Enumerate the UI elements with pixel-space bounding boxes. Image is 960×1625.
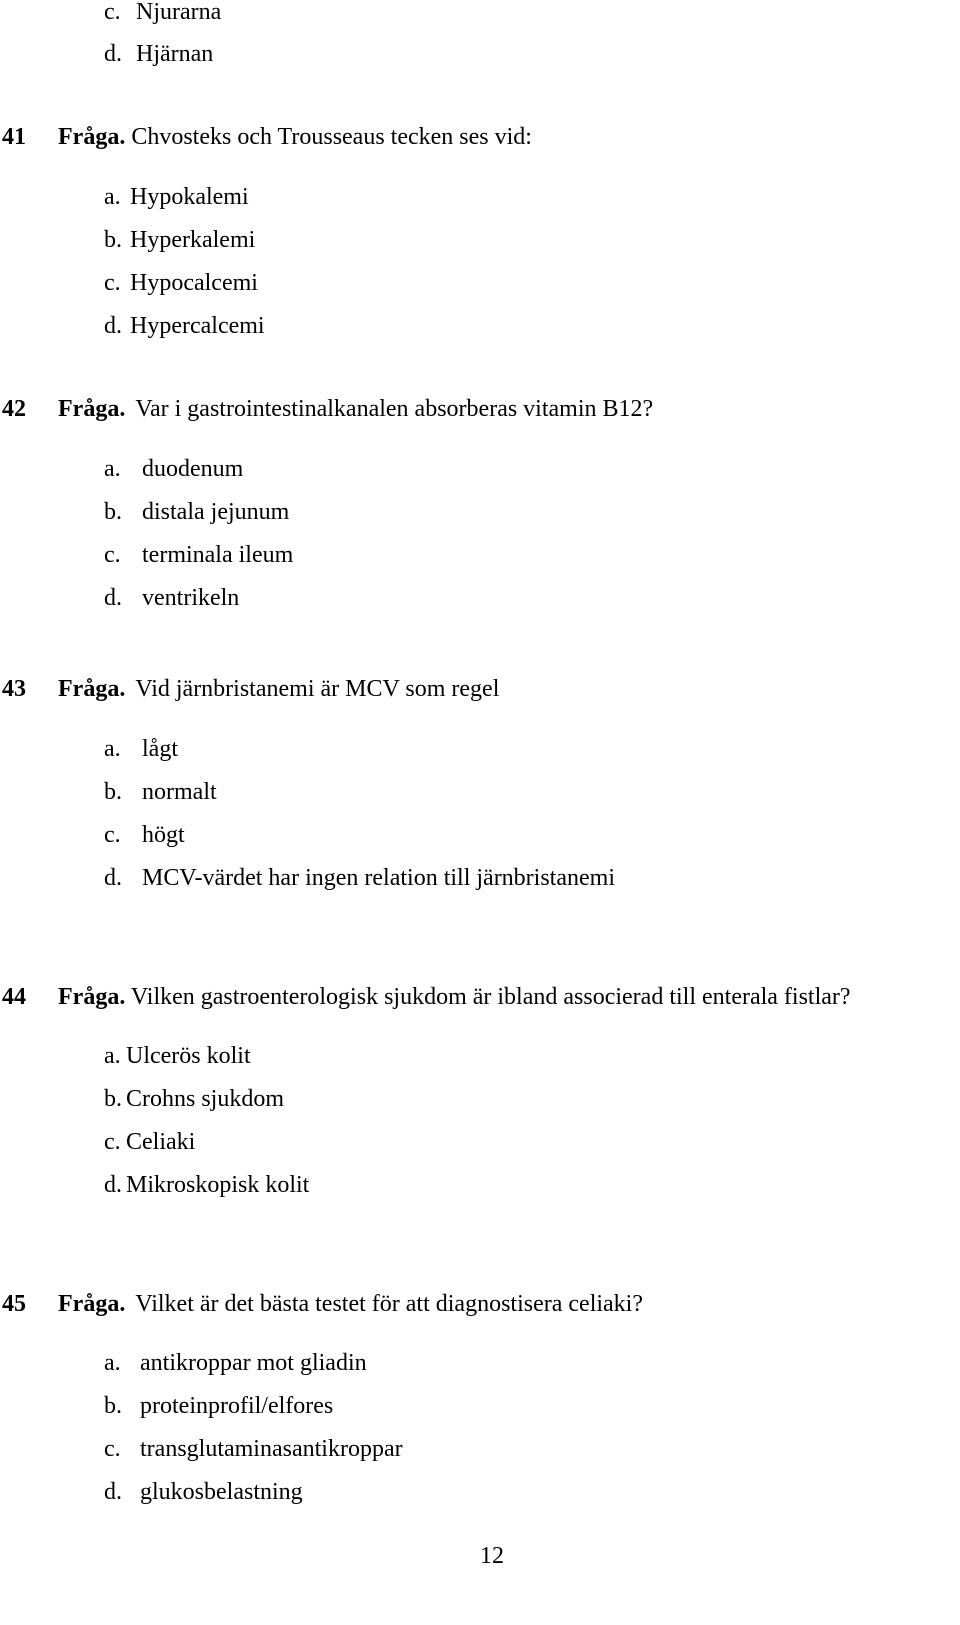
- page-number: 12: [480, 1543, 504, 1569]
- question-body: Vid järnbristanemi är MCV som regel: [135, 676, 500, 702]
- list-item: [104, 1171, 309, 1199]
- list-item: [104, 455, 243, 483]
- question-text: [58, 123, 532, 151]
- list-item: [104, 1392, 333, 1420]
- list-item: [104, 498, 289, 526]
- option-letter: b.: [104, 1393, 122, 1419]
- option-letter: c.: [104, 1436, 121, 1462]
- option-letter: b.: [104, 779, 122, 805]
- list-item: [104, 1128, 195, 1156]
- option-text: terminala ileum: [142, 542, 294, 568]
- list-item: [104, 0, 221, 26]
- question-number: 42: [2, 396, 26, 422]
- question-text: [58, 1290, 643, 1318]
- option-letter: b.: [104, 499, 122, 525]
- question-label: Fråga.: [58, 676, 126, 702]
- question-text: [58, 395, 653, 423]
- question-label: Fråga.: [58, 396, 126, 422]
- option-text: Crohns sjukdom: [126, 1086, 285, 1112]
- option-text: glukosbelastning: [140, 1479, 303, 1505]
- list-item: [104, 1349, 367, 1377]
- option-text: distala jejunum: [142, 499, 290, 525]
- question-body: Chvosteks och Trousseaus tecken ses vid:: [131, 124, 532, 150]
- option-letter: d.: [104, 1479, 122, 1505]
- list-item: [104, 541, 293, 569]
- option-text: Celiaki: [126, 1129, 196, 1155]
- question-body: Var i gastrointestinalkanalen absorberas vitamin B12?: [135, 396, 654, 422]
- option-letter: c.: [104, 270, 121, 296]
- option-letter: d.: [104, 313, 122, 339]
- list-item: [104, 269, 258, 297]
- option-letter: d.: [104, 865, 122, 891]
- list-item: [104, 778, 217, 806]
- question-label: Fråga.: [58, 984, 126, 1010]
- question-number: 44: [2, 984, 26, 1010]
- question-number: 45: [2, 1291, 26, 1317]
- option-letter: c.: [104, 1129, 121, 1155]
- option-text: Ulcerös kolit: [126, 1043, 251, 1069]
- question-number: 41: [2, 124, 26, 150]
- option-letter: d.: [104, 41, 122, 67]
- option-letter: c.: [104, 542, 121, 568]
- question-body: Vilken gastroenterologisk sjukdom är ibland associerad till enterala fistlar?: [130, 984, 851, 1010]
- option-text: Hypocalcemi: [130, 270, 258, 296]
- option-text: Hjärnan: [136, 41, 214, 67]
- option-text: Mikroskopisk kolit: [126, 1172, 310, 1198]
- option-letter: a.: [104, 184, 121, 210]
- question-label: Fråga.: [58, 1291, 126, 1317]
- option-letter: c.: [104, 822, 121, 848]
- option-text: duodenum: [142, 456, 244, 482]
- option-text: Hyperkalemi: [130, 227, 256, 253]
- option-letter: d.: [104, 585, 122, 611]
- list-item: [104, 312, 265, 340]
- option-letter: a.: [104, 736, 121, 762]
- option-text: Njurarna: [136, 0, 222, 25]
- option-letter: a.: [104, 456, 121, 482]
- option-letter: b.: [104, 227, 122, 253]
- option-text: högt: [142, 822, 185, 848]
- list-item: [104, 1435, 403, 1463]
- question-body: Vilket är det bästa testet för att diagnostisera celiaki?: [135, 1291, 644, 1317]
- option-text: Hypokalemi: [130, 184, 249, 210]
- question-label: Fråga.: [58, 124, 126, 150]
- list-item: [104, 584, 239, 612]
- list-item: [104, 735, 178, 763]
- list-item: [104, 1478, 303, 1506]
- option-text: ventrikeln: [142, 585, 240, 611]
- option-letter: d.: [104, 1172, 122, 1198]
- list-item: [104, 821, 185, 849]
- option-letter: a.: [104, 1043, 121, 1069]
- list-item: [104, 226, 255, 254]
- option-text: antikroppar mot gliadin: [140, 1350, 367, 1376]
- option-letter: c.: [104, 0, 121, 25]
- list-item: [104, 864, 615, 892]
- option-text: lågt: [142, 736, 178, 762]
- option-text: MCV-värdet har ingen relation till järnbristanemi: [142, 865, 615, 891]
- option-letter: a.: [104, 1350, 121, 1376]
- question-text: [58, 983, 851, 1011]
- list-item: [104, 183, 249, 211]
- option-text: proteinprofil/elfores: [140, 1393, 334, 1419]
- option-text: normalt: [142, 779, 217, 805]
- question-number: 43: [2, 676, 26, 702]
- option-text: transglutaminasantikroppar: [140, 1436, 403, 1462]
- list-item: [104, 1085, 284, 1113]
- option-letter: b.: [104, 1086, 122, 1112]
- list-item: [104, 40, 213, 68]
- option-text: Hypercalcemi: [130, 313, 265, 339]
- list-item: [104, 1042, 251, 1070]
- question-text: [58, 675, 499, 703]
